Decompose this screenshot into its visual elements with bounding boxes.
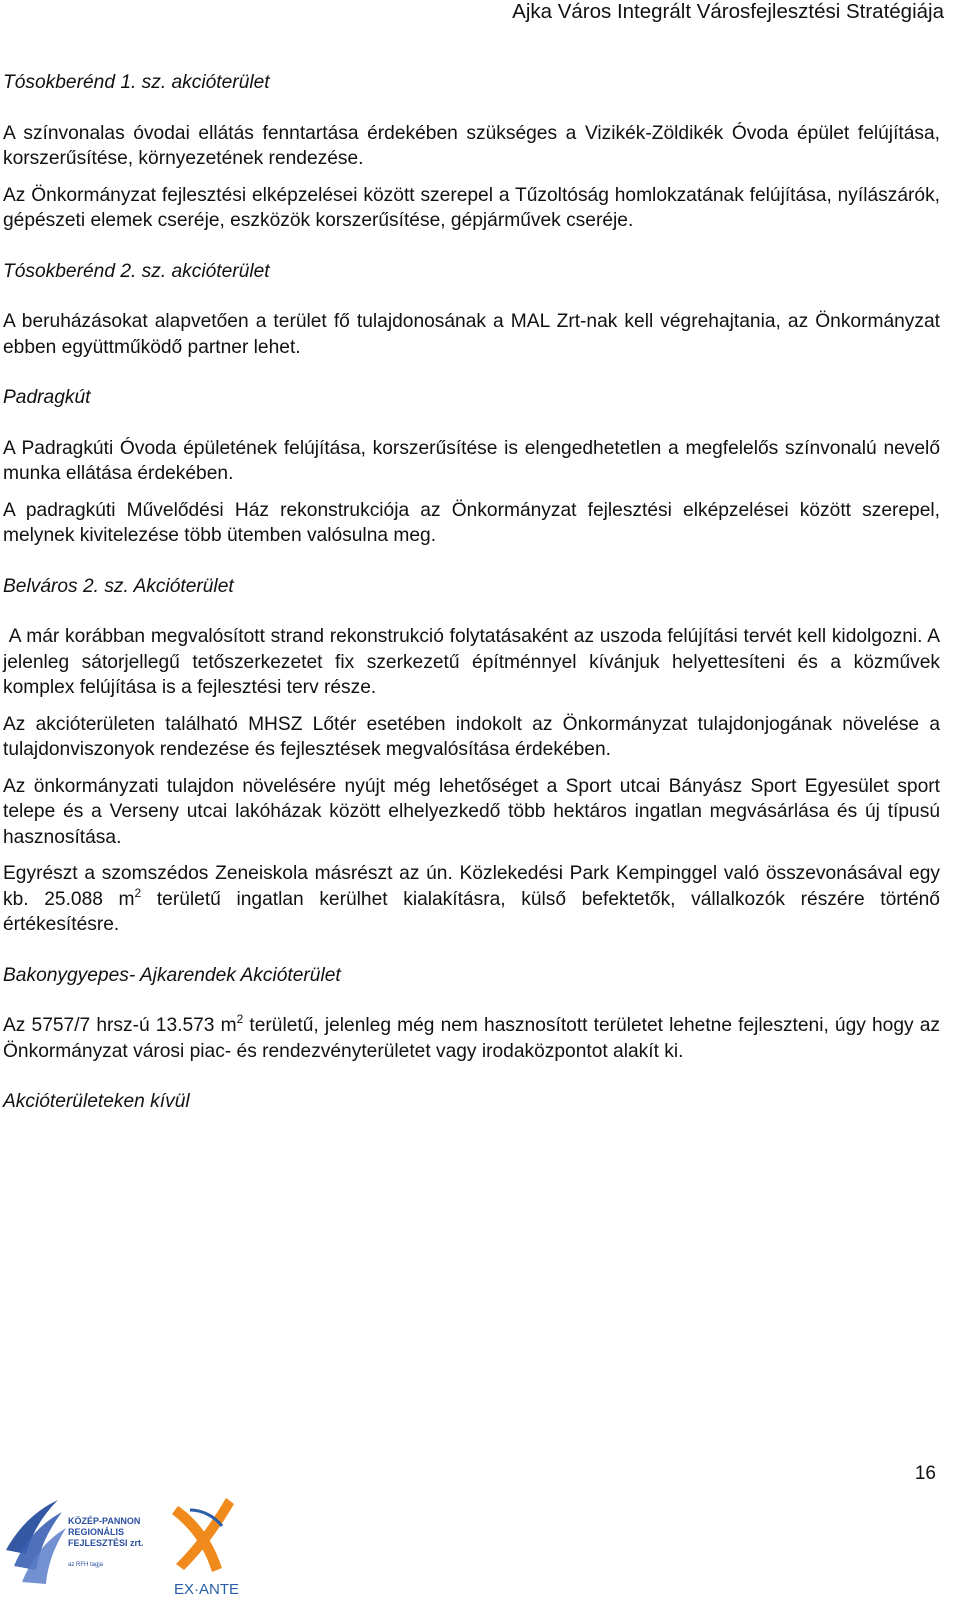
footer-logos-graphic — [0, 1488, 260, 1600]
paragraph: A már korábban megvalósított strand rekonstrukció folytatásaként az uszoda felújítási tervét kell kidolgozni. A jelenleg sátorjellegű tetőszerkezetet fix szerkezetű építménnyel kívánjuk helyettesíteni és a közművek komplex felújítása is a fejlesztési terv része. — [3, 626, 946, 698]
paragraph: A padragkúti Művelődési Ház rekonstrukciója az Önkormányzat fejlesztési elképzelései között szerepel, melynek kivitelezése több ütemben valósulna meg. — [3, 499, 940, 546]
paragraph: A Padragkúti Óvoda épületének felújítása, korszerűsítése is elengedhetetlen a megfelelős színvonalú nevelő munka ellátása érdekében. — [3, 437, 940, 484]
section-akcioteruleteken-kivul — [3, 1089, 940, 1115]
section-heading: Belváros 2. sz. Akcióterület — [3, 575, 234, 597]
paragraph: Az akcióterületen található MHSZ Lőtér esetében indokolt az Önkormányzat tulajdonjogának növelése a tulajdonviszonyok rendezése és fejlesztések megvalósítása érdekében. — [3, 713, 940, 760]
page-number: 16 — [914, 1463, 936, 1484]
logo-text: FEJLESZTÉSI zrt. — [68, 1538, 144, 1548]
paragraph-text: területű ingatlan kerülhet kialakításra, külső befektetők, vállalkozók részére történő értékesítésre. — [3, 888, 940, 935]
ex-ante-logo — [172, 1498, 239, 1598]
section-belvaros-2 — [3, 574, 946, 938]
paragraph-text: területű, jelenleg még nem hasznosított területet lehetne fejleszteni, úgy hogy az Önkormányzat városi piac- és rendezvényterületet vagy irodaközpontot alakít ki. — [3, 1015, 940, 1062]
section-heading: Tósokberénd 2. sz. akcióterület — [3, 260, 270, 282]
superscript: 2 — [236, 1012, 244, 1026]
logo-text: REGIONÁLIS — [68, 1527, 125, 1537]
kozep-pannon-logo — [6, 1500, 144, 1584]
superscript: 2 — [134, 885, 142, 900]
document-body — [3, 70, 946, 1115]
section-tosokberend-2 — [3, 259, 940, 361]
paragraph: Az önkormányzati tulajdon növelésére nyújt még lehetőséget a Sport utcai Bányász Sport Egyesület sport telepe és a Verseny utcai lakóházak között elhelyezkedő több hektáros ingatlan megvásárlása és új típusú hasznosítása. — [3, 775, 940, 848]
logo-text: az RFH tagja — [68, 1562, 104, 1568]
paragraph: Az Önkormányzat fejlesztési elképzelései között szerepel a Tűzoltóság homlokzatának felújítása, nyílászárók, gépészeti elemek cseréje, eszközök korszerűsítése, gépjárművek cseréje. — [3, 184, 940, 231]
page-header-title: Ajka Város Integrált Városfejlesztési Stratégiája — [512, 0, 944, 23]
section-heading: Padragkút — [3, 387, 91, 408]
section-heading: Bakonygyepes- Ajkarendek Akcióterület — [3, 964, 341, 986]
section-bakonygyepes-ajkarendek — [3, 963, 940, 1065]
paragraph: A beruházásokat alapvetően a terület fő tulajdonosának a MAL Zrt-nak kell végrehajtania, az Önkormányzat ebben együttműködő partner lehet. — [3, 311, 940, 358]
paragraph-text: Egyrészt a szomszédos Zeneiskola másrészt az ún. Közlekedési Park Kempinggel való összevonásával egy kb. 25.088 m — [3, 863, 940, 910]
section-heading: Akcióterületeken kívül — [3, 1091, 190, 1112]
footer-logos — [0, 1488, 260, 1600]
section-heading: Tósokberénd 1. sz. akcióterület — [3, 72, 270, 93]
paragraph — [3, 861, 940, 938]
paragraph-text: Az 5757/7 hrsz-ú 13.573 m — [3, 1015, 237, 1036]
paragraph: A színvonalas óvodai ellátás fenntartása érdekében szükséges a Vizikék-Zöldikék Óvoda épület felújítása, korszerűsítése, környezetének rendezése. — [3, 122, 940, 169]
logo-text: KÖZÉP-PANNON — [68, 1516, 141, 1526]
section-tosokberend-1 — [3, 70, 940, 234]
paragraph — [3, 1013, 940, 1064]
section-padragkut — [3, 385, 940, 549]
logo-text: EX·ANTE — [174, 1581, 240, 1598]
